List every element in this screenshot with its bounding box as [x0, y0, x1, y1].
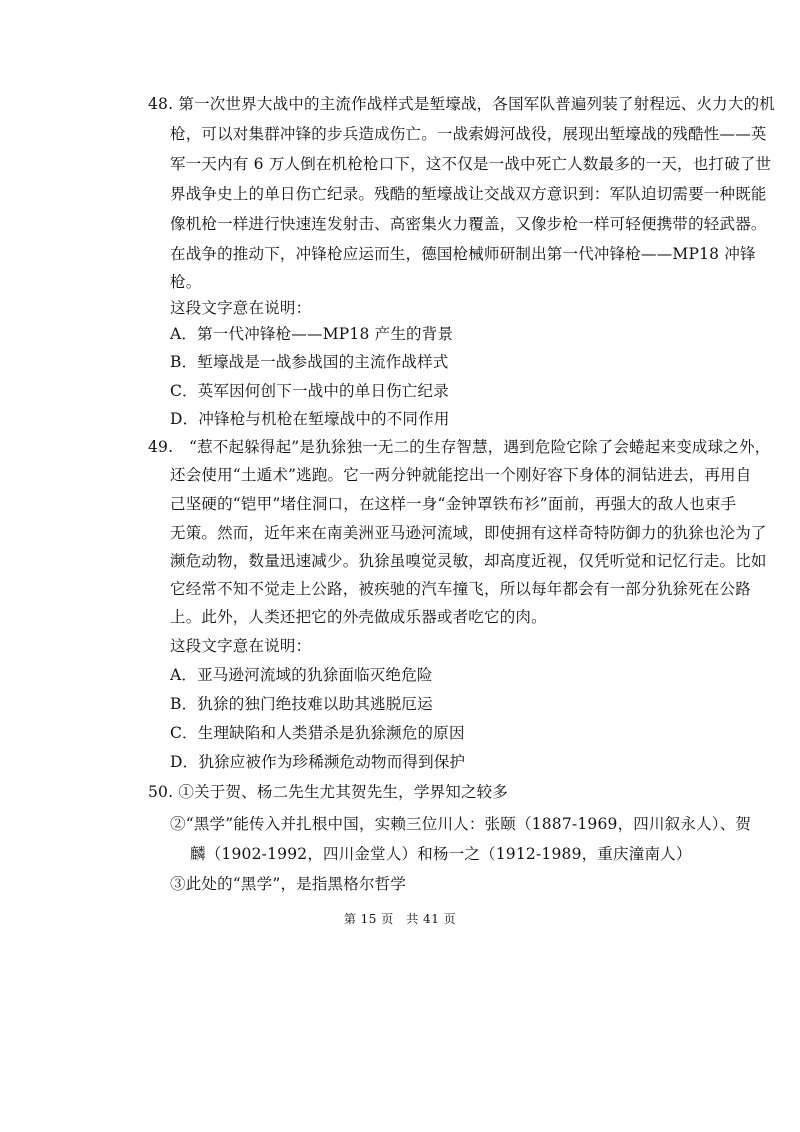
q49-option-d: D．犰狳应被作为珍稀濒危动物而得到保护	[170, 753, 466, 771]
q49-line-5: 濒危动物，数量迅速减少。犰狳虽嗅觉灵敏，却高度近视，仅凭听觉和记忆行走。比如	[170, 552, 767, 570]
q49-prompt: 这段文字意在说明：	[170, 637, 312, 655]
q49-option-a: A．亚马逊河流域的犰狳面临灭绝危险	[170, 666, 433, 684]
page-number-footer: 第 15 页 共 41 页	[343, 912, 457, 926]
q49-line-1: 49. “惹不起躲得起”是犰狳独一无二的生存智慧，遇到危险它除了会蜷起来变成球之外，	[148, 438, 771, 456]
q48-prompt: 这段文字意在说明：	[170, 299, 312, 317]
q50-sentence-2: ②“黑学”能传入并扎根中国，实赖三位川人：张颐（1887-1969，四川叙永人）、贺	[170, 815, 752, 833]
q48-line-5: 像机枪一样进行快速连发射击、高密集火力覆盖，又像步枪一样可轻便携带的轻武器。	[170, 215, 767, 233]
q49-line-3: 己坚硬的“铠甲”堵住洞口，在这样一身“金钟罩铁布衫”面前，再强大的敌人也束手	[170, 495, 737, 513]
q48-line-4: 界战争史上的单日伤亡纪录。残酷的堑壕战让交战双方意识到：军队迫切需要一种既能	[170, 185, 767, 203]
q49-line-4: 无策。然而，近年来在南美洲亚马逊河流域，即使拥有这样奇特防御力的犰狳也沦为了	[170, 524, 767, 542]
q48-line-6: 在战争的推动下，冲锋枪应运而生，德国枪械师研制出第一代冲锋枪——MP18 冲锋	[170, 245, 756, 263]
q48-option-d: D．冲锋枪与机枪在堑壕战中的不同作用	[170, 410, 450, 428]
q49-line-6: 它经常不知不觉走上公路，被疾驰的汽车撞飞，所以每年都会有一部分犰狳死在公路	[170, 580, 751, 598]
q48-line-2: 枪，可以对集群冲锋的步兵造成伤亡。一战索姆河战役，展现出堑壕战的残酷性——英	[170, 125, 767, 143]
q48-option-c: C．英军因何创下一战中的单日伤亡纪录	[170, 382, 449, 400]
q48-line-1: 48. 第一次世界大战中的主流作战样式是堑壕战，各国军队普遍列装了射程远、火力大的机	[148, 95, 775, 113]
q50-sentence-3: ③此处的“黑学”，是指黑格尔哲学	[170, 875, 407, 893]
q49-option-b: B．犰狳的独门绝技难以助其逃脱厄运	[170, 695, 433, 713]
q48-option-a: A．第一代冲锋枪——MP18 产生的背景	[170, 325, 454, 343]
q50-sentence-2-cont: 麟（1902-1992，四川金堂人）和杨一之（1912-1989，重庆潼南人）	[190, 845, 692, 863]
q48-line-3: 军一天内有 6 万人倒在机枪枪口下，这不仅是一战中死亡人数最多的一天，也打破了世	[170, 155, 772, 173]
q48-line-7: 枪。	[170, 273, 202, 291]
q49-option-c: C．生理缺陷和人类猎杀是犰狳濒危的原因	[170, 724, 465, 742]
q49-line-7: 上。此外，人类还把它的外壳做成乐器或者吃它的肉。	[170, 608, 547, 626]
q50-sentence-1: 50. ①关于贺、杨二先生尤其贺先生，学界知之较多	[148, 783, 509, 801]
q48-option-b: B．堑壕战是一战参战国的主流作战样式	[170, 353, 449, 371]
q49-line-2: 还会使用“土遁术”逃跑。它一两分钟就能挖出一个刚好容下身体的洞钻进去，再用自	[170, 466, 752, 484]
